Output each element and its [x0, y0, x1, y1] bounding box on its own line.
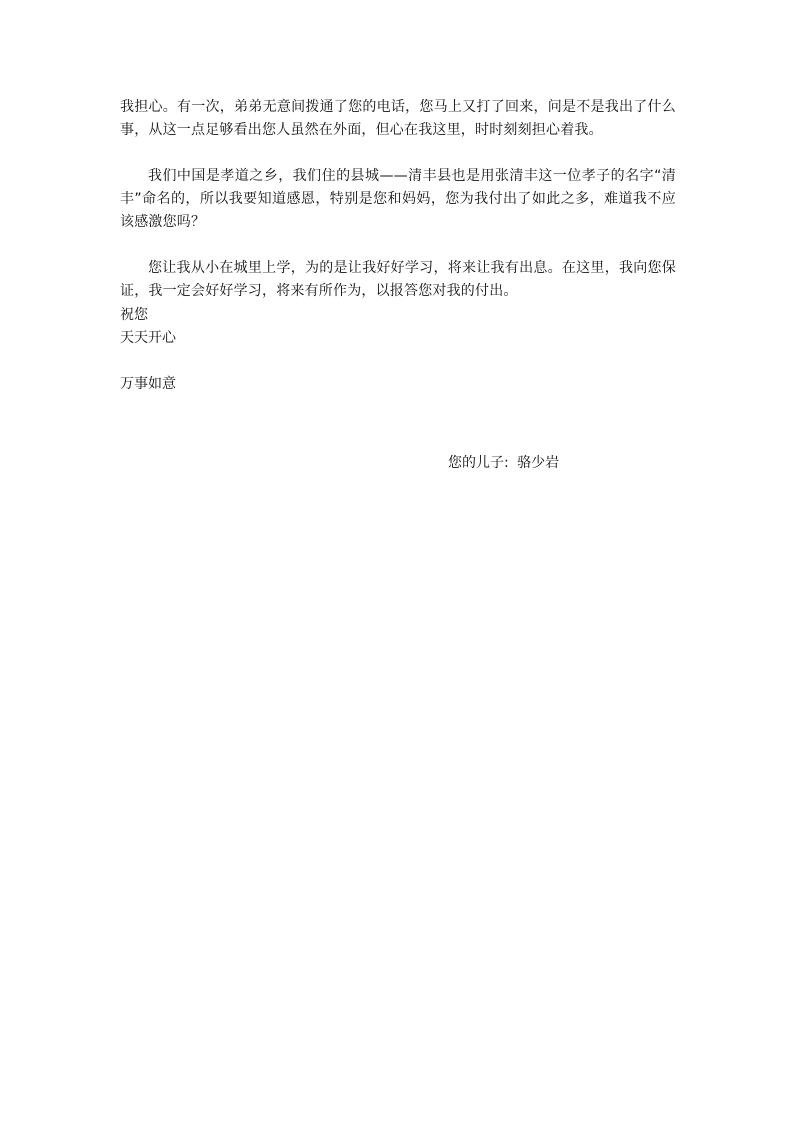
signature-name: 骆少岩 [517, 455, 560, 471]
letter-body [120, 96, 676, 303]
paragraph-3: 您让我从小在城里上学，为的是让我好好学习，将来让我有出息。在这里，我向您保证，我一定会好好学习，将来有所作为，以报答您对我的付出。 [120, 260, 676, 299]
closing-block [120, 304, 176, 396]
paragraph-1: 我担心。有一次，弟弟无意间拨通了您的电话，您马上又打了回来，问是不是我出了什么事，从这一点足够看出您人虽然在外面，但心在我这里，时时刻刻担心着我。 [120, 99, 676, 138]
signature [448, 452, 559, 475]
closing-greeting: 祝您 [120, 307, 148, 323]
closing-wish-1: 天天开心 [120, 330, 176, 346]
signature-label: 您的儿子: [448, 455, 509, 471]
paragraph-2: 我们中国是孝道之乡，我们住的县城——清丰县也是用张清丰这一位孝子的名字“清丰”命名的，所以我要知道感恩，特别是您和妈妈，您为我付出了如此之多，难道我不应该感激您吗？ [120, 168, 676, 230]
closing-wish-2: 万事如意 [120, 376, 176, 392]
